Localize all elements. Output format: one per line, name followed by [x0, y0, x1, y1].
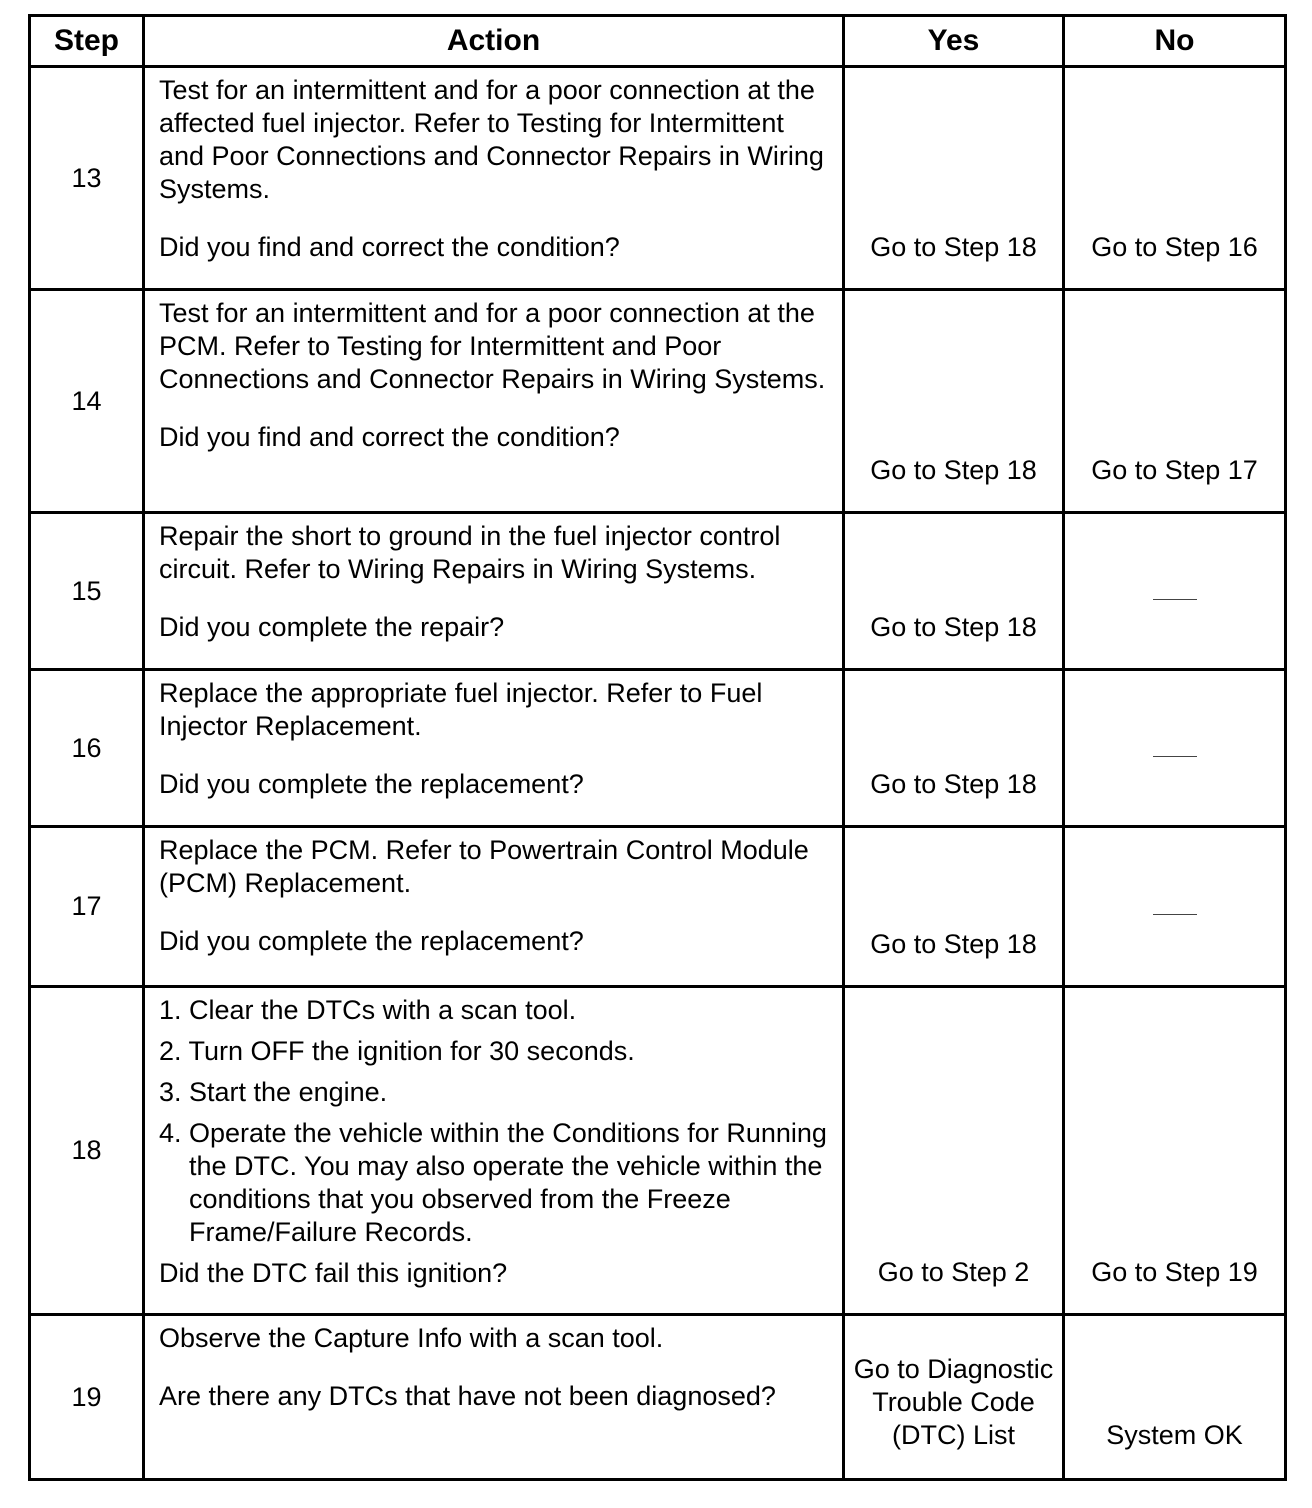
- not-applicable-dash: [1153, 589, 1197, 600]
- action-cell: [144, 290, 844, 513]
- yes-cell: Go to Step 18: [844, 513, 1064, 670]
- step-number: 18: [30, 987, 144, 1315]
- procedure-step: 1. Clear the DTCs with a scan tool.: [159, 995, 577, 1025]
- procedure-list: [159, 994, 830, 1249]
- yes-cell: Go to Step 18: [844, 670, 1064, 827]
- action-instruction: Test for an intermittent and for a poor connection at the affected fuel injector. Refer to Testing for Intermittent and Poor Connections and Connector Repairs in Wiring Systems.: [159, 75, 824, 204]
- action-cell: [144, 670, 844, 827]
- header-yes: Yes: [844, 16, 1064, 67]
- step-number: 15: [30, 513, 144, 670]
- table-row: [30, 987, 1286, 1315]
- step-number: 17: [30, 827, 144, 987]
- action-cell: [144, 67, 844, 290]
- procedure-step: 3. Start the engine.: [159, 1077, 388, 1107]
- no-cell: System OK: [1064, 1315, 1286, 1480]
- procedure-step: 4. Operate the vehicle within the Conditions for Running the DTC. You may also operate the vehicle within the conditions that you observed from the Freeze Frame/Failure Records.: [159, 1118, 827, 1247]
- step-number: 19: [30, 1315, 144, 1480]
- table-row: [30, 290, 1286, 513]
- procedure-step: 2. Turn OFF the ignition for 30 seconds.: [159, 1036, 635, 1066]
- table-row: [30, 513, 1286, 670]
- yes-cell: Go to Step 18: [844, 827, 1064, 987]
- yes-cell: Go to Step 2: [844, 987, 1064, 1315]
- table-row: [30, 67, 1286, 290]
- no-cell: [1064, 827, 1286, 987]
- header-row: [30, 16, 1286, 67]
- action-instruction: Observe the Capture Info with a scan tool.: [159, 1323, 664, 1353]
- yes-cell: Go to Diagnostic Trouble Code (DTC) List: [844, 1315, 1064, 1480]
- action-cell: [144, 513, 844, 670]
- action-question: Are there any DTCs that have not been diagnosed?: [159, 1381, 776, 1411]
- action-question: Did the DTC fail this ignition?: [159, 1258, 508, 1288]
- yes-cell: Go to Step 18: [844, 67, 1064, 290]
- no-cell: Go to Step 16: [1064, 67, 1286, 290]
- not-applicable-dash: [1153, 746, 1197, 757]
- table-row: [30, 670, 1286, 827]
- no-cell: [1064, 513, 1286, 670]
- action-cell: [144, 827, 844, 987]
- table-row: [30, 827, 1286, 987]
- step-number: 16: [30, 670, 144, 827]
- action-cell: [144, 987, 844, 1315]
- header-no: No: [1064, 16, 1286, 67]
- diagnostic-table: [28, 14, 1287, 1481]
- table-row: [30, 1315, 1286, 1480]
- action-question: Did you complete the repair?: [159, 612, 505, 642]
- no-cell: Go to Step 17: [1064, 290, 1286, 513]
- no-cell: Go to Step 19: [1064, 987, 1286, 1315]
- not-applicable-dash: [1153, 904, 1197, 915]
- header-step: Step: [30, 16, 144, 67]
- yes-cell: Go to Step 18: [844, 290, 1064, 513]
- action-instruction: Test for an intermittent and for a poor connection at the PCM. Refer to Testing for Intermittent and Poor Connections and Connector Repairs in Wiring Systems.: [159, 298, 826, 394]
- action-cell: [144, 1315, 844, 1480]
- action-question: Did you complete the replacement?: [159, 926, 584, 956]
- action-instruction: Replace the PCM. Refer to Powertrain Control Module (PCM) Replacement.: [159, 835, 809, 898]
- no-cell: [1064, 670, 1286, 827]
- action-question: Did you complete the replacement?: [159, 769, 584, 799]
- step-number: 14: [30, 290, 144, 513]
- action-instruction: Replace the appropriate fuel injector. Refer to Fuel Injector Replacement.: [159, 678, 763, 741]
- diagnostic-table-container: [28, 14, 1284, 1481]
- action-question: Did you find and correct the condition?: [159, 232, 620, 262]
- action-instruction: Repair the short to ground in the fuel injector control circuit. Refer to Wiring Repairs in Wiring Systems.: [159, 521, 781, 584]
- header-action: Action: [144, 16, 844, 67]
- action-question: Did you find and correct the condition?: [159, 422, 620, 452]
- step-number: 13: [30, 67, 144, 290]
